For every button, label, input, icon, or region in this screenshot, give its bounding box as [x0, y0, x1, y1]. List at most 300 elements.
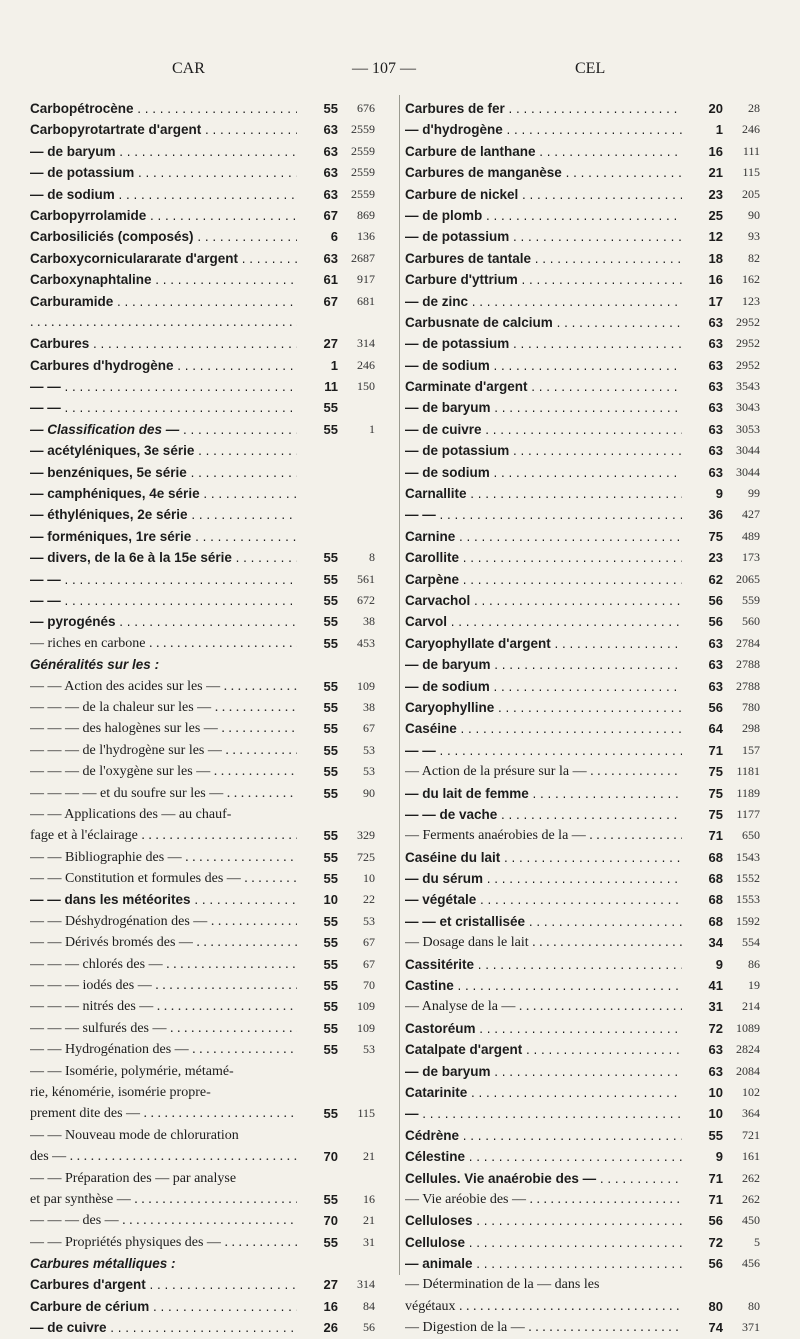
page-number: — 107 —: [352, 60, 416, 77]
index-entry: [30, 740, 375, 761]
index-entry: [30, 141, 375, 162]
entry-volume: 55: [323, 1020, 338, 1036]
entry-term: — — Déshydrogénation des — . . .: [30, 911, 297, 932]
entry-page: 1553: [736, 892, 760, 907]
entry-page: 99: [748, 486, 760, 501]
entry-page: 84: [363, 1298, 375, 1313]
index-entry: [30, 1061, 375, 1082]
entry-volume: 55: [323, 635, 338, 651]
entry-term: — d'hydrogène . . .: [405, 119, 682, 140]
index-entry: [405, 397, 760, 418]
entry-term: Généralités sur les :: [30, 657, 160, 673]
entry-page: 2687: [351, 250, 375, 265]
entry-term: Carbures de tantale . . .: [405, 248, 682, 269]
entry-page: 1: [369, 421, 375, 436]
entry-page: 2952: [736, 314, 760, 329]
entry-page: 67: [363, 956, 375, 971]
entry-volume: 9: [715, 956, 723, 972]
entry-term: Caryophyllate d'argent . . .: [405, 633, 682, 654]
entry-volume: 55: [323, 978, 338, 994]
entry-term: Catalpate d'argent . . .: [405, 1039, 682, 1060]
index-entry: [30, 932, 375, 953]
entry-term: Carbures d'hydrogène . . .: [30, 355, 297, 376]
entry-term: Castine . . .: [405, 975, 682, 996]
entry-term: — de baryum . . .: [405, 1061, 682, 1082]
entry-volume: 20: [708, 101, 723, 116]
entry-term: — de potassium . . .: [30, 162, 297, 183]
entry-volume: 72: [708, 1234, 723, 1250]
index-entry: [30, 868, 375, 889]
entry-volume: 63: [708, 443, 723, 459]
entry-page: 917: [357, 272, 375, 287]
index-entry: [30, 676, 375, 697]
entry-term: — Ferments anaérobies de la — . . .: [405, 825, 682, 846]
entry-term: — — Nouveau mode de chloruration: [30, 1127, 239, 1143]
entry-term: Celluloses . . .: [405, 1210, 682, 1231]
entry-term: Cassitérite . . .: [405, 954, 682, 975]
entry-volume: 68: [708, 913, 723, 929]
entry-term: Carpène . . .: [405, 569, 682, 590]
index-entry: [405, 868, 760, 889]
entry-volume: 9: [715, 1149, 723, 1165]
entry-term: Carbopyrrolamide . . .: [30, 205, 297, 226]
entry-term: Cédrène . . .: [405, 1125, 682, 1146]
index-entry: [405, 1296, 760, 1317]
index-entry: [405, 119, 760, 140]
index-entry: [405, 697, 760, 718]
entry-term: — camphéniques, 4e série . . .: [30, 483, 297, 504]
index-entry: [405, 1168, 760, 1189]
index-entry: [30, 462, 375, 483]
entry-volume: 67: [323, 207, 338, 223]
entry-volume: 55: [323, 1191, 338, 1207]
index-column-right: [405, 98, 760, 1339]
entry-term: Carminate d'argent . . .: [405, 376, 682, 397]
entry-term: — de sodium . . .: [405, 355, 682, 376]
entry-term: — Détermination de la — dans les: [405, 1277, 600, 1293]
entry-page: 10: [363, 871, 375, 886]
entry-page: 21: [363, 1213, 375, 1228]
entry-volume: 27: [323, 1277, 338, 1293]
entry-term: Carbures . . .: [30, 333, 297, 354]
entry-page: 489: [742, 528, 760, 543]
entry-volume: 63: [708, 657, 723, 673]
entry-term: Carbures de fer . . .: [405, 98, 682, 119]
index-entry: [30, 483, 375, 504]
entry-page: 56: [363, 1320, 375, 1335]
entry-term: — Vie aréobie des — . . .: [405, 1189, 682, 1210]
index-entry: [405, 1061, 760, 1082]
entry-term: Carnine . . .: [405, 526, 682, 547]
index-entry: [405, 205, 760, 226]
entry-term: — Classification des — . . .: [30, 419, 297, 440]
entry-page: 869: [357, 207, 375, 222]
entry-page: 16: [363, 1191, 375, 1206]
entry-page: 205: [742, 186, 760, 201]
entry-page: 5: [754, 1234, 760, 1249]
index-entry: [405, 718, 760, 739]
index-entry: [405, 654, 760, 675]
entry-term: Caryophylline . . .: [405, 697, 682, 718]
index-entry: [405, 419, 760, 440]
entry-term: Carbures de manganèse . . .: [405, 162, 682, 183]
entry-page: 3053: [736, 421, 760, 436]
entry-term: — — — des halogènes sur les — . . .: [30, 718, 297, 739]
entry-term: — — . . .: [405, 740, 682, 761]
entry-page: 650: [742, 828, 760, 843]
entry-term: — de potassium . . .: [405, 333, 682, 354]
index-entry: [30, 1082, 375, 1103]
entry-volume: 63: [708, 421, 723, 437]
entry-volume: 75: [708, 806, 723, 822]
entry-term: — de zinc . . .: [405, 291, 682, 312]
entry-page: 364: [742, 1106, 760, 1121]
entry-volume: 68: [708, 871, 723, 887]
index-entry: [30, 1103, 375, 1124]
entry-volume: 80: [708, 1298, 723, 1314]
entry-page: 725: [357, 849, 375, 864]
entry-volume: 10: [323, 892, 338, 908]
index-entry: [30, 269, 375, 290]
entry-term: — Analyse de la — . . .: [405, 996, 682, 1017]
entry-term: végétaux . . .: [405, 1296, 682, 1317]
index-entry: [405, 141, 760, 162]
index-entry: [405, 526, 760, 547]
entry-volume: 56: [708, 699, 723, 715]
index-entry: [30, 1125, 375, 1146]
entry-volume: 55: [323, 101, 338, 116]
entry-term: et par synthèse — . . .: [30, 1189, 297, 1210]
entry-volume: 71: [708, 1191, 723, 1207]
column-divider: [399, 95, 400, 1275]
entry-term: [30, 312, 297, 333]
index-entry: [405, 1018, 760, 1039]
entry-page: 371: [742, 1320, 760, 1335]
entry-volume: 72: [708, 1020, 723, 1036]
index-entry: [405, 1082, 760, 1103]
entry-term: — — — chlorés des — . . .: [30, 954, 297, 975]
entry-volume: 10: [708, 1106, 723, 1122]
entry-term: — — Hydrogénation des — . . .: [30, 1039, 297, 1060]
entry-volume: 55: [323, 571, 338, 587]
entry-page: 2788: [736, 678, 760, 693]
entry-term: — de potassium . . .: [405, 226, 682, 247]
entry-volume: 55: [323, 400, 338, 416]
entry-term: Carbures métalliques :: [30, 1256, 176, 1272]
entry-term: — Dosage dans le lait . . .: [405, 932, 682, 953]
entry-page: 173: [742, 550, 760, 565]
index-entry: [405, 440, 760, 461]
entry-page: 2559: [351, 165, 375, 180]
index-entry: [405, 911, 760, 932]
entry-volume: 56: [708, 614, 723, 630]
entry-page: 3044: [736, 443, 760, 458]
index-entry: [30, 98, 375, 119]
entry-page: 123: [742, 293, 760, 308]
index-entry: [30, 526, 375, 547]
entry-page: 2952: [736, 336, 760, 351]
entry-term: — acétyléniques, 3e série . . .: [30, 440, 297, 461]
entry-page: 2084: [736, 1063, 760, 1078]
entry-volume: 55: [323, 1234, 338, 1250]
entry-term: Carbure d'yttrium . . .: [405, 269, 682, 290]
entry-term: Caséine du lait . . .: [405, 847, 682, 868]
index-entry: [30, 226, 375, 247]
entry-term: Castoréum . . .: [405, 1018, 682, 1039]
entry-volume: 70: [323, 1213, 338, 1229]
entry-page: 109: [357, 999, 375, 1014]
entry-page: 450: [742, 1213, 760, 1228]
entry-volume: 6: [330, 229, 338, 245]
entry-page: 161: [742, 1149, 760, 1164]
entry-volume: 63: [708, 1063, 723, 1079]
entry-volume: 12: [708, 229, 723, 245]
entry-volume: 63: [323, 143, 338, 159]
entry-volume: 75: [708, 785, 723, 801]
index-entry: [30, 804, 375, 825]
entry-volume: 70: [323, 1149, 338, 1165]
index-entry: [30, 847, 375, 868]
entry-page: 67: [363, 935, 375, 950]
index-entry: [405, 676, 760, 697]
index-entry: [405, 954, 760, 975]
index-entry: [405, 611, 760, 632]
index-entry: [405, 547, 760, 568]
entry-page: 1552: [736, 871, 760, 886]
entry-volume: 63: [323, 122, 338, 138]
index-entry: [30, 954, 375, 975]
entry-term: — — Constitution et formules des — . . .: [30, 868, 297, 889]
entry-page: 21: [363, 1149, 375, 1164]
index-entry: [30, 911, 375, 932]
entry-volume: 55: [323, 913, 338, 929]
index-entry: [405, 1253, 760, 1274]
index-entry: [405, 633, 760, 654]
entry-page: 246: [357, 357, 375, 372]
entry-term: — forméniques, 1re série . . .: [30, 526, 297, 547]
entry-term: — pyrogénés . . .: [30, 611, 297, 632]
entry-volume: 55: [323, 956, 338, 972]
entry-term: — de baryum . . .: [405, 654, 682, 675]
index-entry: [30, 355, 375, 376]
entry-page: 38: [363, 614, 375, 629]
entry-page: 1089: [736, 1020, 760, 1035]
entry-volume: 18: [708, 250, 723, 266]
index-entry: [30, 975, 375, 996]
entry-term: Carburamide . . .: [30, 291, 297, 312]
index-entry: [405, 1103, 760, 1124]
entry-term: — végétale . . .: [405, 889, 682, 910]
entry-term: — Action de la présure sur la — . . .: [405, 761, 682, 782]
entry-term: — — — sulfurés des — . . .: [30, 1018, 297, 1039]
entry-volume: 55: [323, 592, 338, 608]
entry-volume: 56: [708, 1256, 723, 1272]
entry-page: 90: [363, 785, 375, 800]
index-entry: [30, 1168, 375, 1189]
index-entry: [30, 119, 375, 140]
index-entry: [30, 1210, 375, 1231]
entry-term: — de sodium . . .: [30, 184, 297, 205]
index-entry: [30, 397, 375, 418]
index-entry: [30, 1253, 375, 1274]
entry-volume: 36: [708, 507, 723, 523]
index-entry: [405, 226, 760, 247]
entry-page: 38: [363, 699, 375, 714]
entry-page: 246: [742, 122, 760, 137]
entry-page: 82: [748, 250, 760, 265]
index-entry: [30, 205, 375, 226]
entry-volume: 41: [708, 978, 723, 994]
index-entry: [405, 825, 760, 846]
index-entry: [405, 483, 760, 504]
entry-page: 111: [742, 143, 760, 158]
entry-term: — de sodium . . .: [405, 462, 682, 483]
entry-term: Célestine . . .: [405, 1146, 682, 1167]
entry-term: — Digestion de la — . . .: [405, 1317, 682, 1338]
entry-page: 314: [357, 1277, 375, 1292]
index-entry: [405, 569, 760, 590]
entry-page: 157: [742, 742, 760, 757]
entry-term: Carbopyrotartrate d'argent . . .: [30, 119, 297, 140]
index-entry: [30, 312, 375, 333]
index-entry: [30, 162, 375, 183]
entry-term: Carboxycorniculararate d'argent . . .: [30, 248, 297, 269]
index-entry: [405, 462, 760, 483]
index-entry: [405, 1317, 760, 1338]
entry-volume: 55: [323, 935, 338, 951]
entry-term: — — et cristallisée . . .: [405, 911, 682, 932]
entry-volume: 1: [330, 357, 338, 373]
entry-volume: 55: [323, 849, 338, 865]
entry-page: 80: [748, 1298, 760, 1313]
entry-page: 115: [742, 165, 760, 180]
entry-volume: 63: [708, 464, 723, 480]
index-entry: [30, 440, 375, 461]
entry-page: 2559: [351, 122, 375, 137]
entry-volume: 75: [708, 764, 723, 780]
entry-term: — — . . .: [30, 590, 297, 611]
entry-term: — — — de la chaleur sur les — . . .: [30, 697, 297, 718]
entry-volume: 55: [323, 785, 338, 801]
entry-term: Carbure de nickel . . .: [405, 184, 682, 205]
entry-term: — de potassium . . .: [405, 440, 682, 461]
entry-term: Carnallite . . .: [405, 483, 682, 504]
entry-term: — éthyléniques, 2e série . . .: [30, 504, 297, 525]
entry-page: 3543: [736, 379, 760, 394]
entry-page: 109: [357, 1020, 375, 1035]
entry-page: 1543: [736, 849, 760, 864]
index-entry: [30, 1296, 375, 1317]
index-entry: [30, 547, 375, 568]
index-entry: [30, 697, 375, 718]
entry-page: 329: [357, 828, 375, 843]
entry-page: 559: [742, 592, 760, 607]
entry-term: — — . . .: [30, 376, 297, 397]
entry-volume: 10: [708, 1084, 723, 1100]
entry-volume: 75: [708, 528, 723, 544]
entry-volume: 63: [708, 336, 723, 352]
entry-volume: 55: [323, 550, 338, 566]
entry-volume: 23: [708, 550, 723, 566]
entry-page: 2065: [736, 571, 760, 586]
entry-page: 453: [357, 635, 375, 650]
entry-term: Catarinite . . .: [405, 1082, 682, 1103]
index-entry: [405, 761, 760, 782]
entry-page: 2952: [736, 357, 760, 372]
entry-term: — — Bibliographie des — . . .: [30, 847, 297, 868]
entry-term: Cellules. Vie anaérobie des — . . .: [405, 1168, 682, 1189]
index-entry: [30, 333, 375, 354]
header-left-guide: CAR: [172, 60, 205, 77]
index-entry: [30, 889, 375, 910]
entry-term: — — Action des acides sur les — . . .: [30, 676, 297, 697]
entry-volume: 55: [323, 699, 338, 715]
entry-volume: 63: [708, 678, 723, 694]
entry-page: 1181: [736, 764, 760, 779]
running-header: [0, 60, 800, 88]
entry-volume: 63: [708, 357, 723, 373]
entry-term: — de baryum . . .: [405, 397, 682, 418]
entry-volume: 55: [323, 999, 338, 1015]
entry-volume: 55: [323, 614, 338, 630]
entry-page: 136: [357, 229, 375, 244]
entry-term: Carbopétrocène . . .: [30, 98, 297, 119]
header-right-guide: CEL: [575, 60, 606, 77]
entry-term: — riches en carbone . . .: [30, 633, 297, 654]
entry-page: 90: [748, 207, 760, 222]
entry-term: — — — de l'hydrogène sur les — . . .: [30, 740, 297, 761]
index-entry: [405, 1125, 760, 1146]
entry-volume: 63: [708, 1042, 723, 1058]
entry-term: des — . . .: [30, 1146, 297, 1167]
index-entry: [30, 376, 375, 397]
index-entry: [30, 291, 375, 312]
entry-page: 162: [742, 272, 760, 287]
entry-page: 456: [742, 1256, 760, 1271]
entry-term: — — dans les météorites . . .: [30, 889, 297, 910]
entry-volume: 68: [708, 892, 723, 908]
entry-page: 214: [742, 999, 760, 1014]
index-entry: [405, 889, 760, 910]
index-entry: [405, 269, 760, 290]
entry-volume: 9: [715, 486, 723, 502]
index-entry: [30, 654, 375, 675]
index-entry: [30, 1232, 375, 1253]
entry-page: 2559: [351, 143, 375, 158]
entry-volume: 26: [323, 1320, 338, 1336]
entry-term: — — — iodés des — . . .: [30, 975, 297, 996]
entry-term: Carbusnate de calcium . . .: [405, 312, 682, 333]
entry-volume: 16: [323, 1298, 338, 1314]
entry-volume: 63: [323, 186, 338, 202]
entry-volume: 27: [323, 336, 338, 352]
index-entry: [30, 996, 375, 1017]
entry-term: — — Applications des — au chauf-: [30, 806, 232, 822]
entry-volume: 55: [323, 421, 338, 437]
entry-term: — de cuivre . . .: [405, 419, 682, 440]
entry-page: 561: [357, 571, 375, 586]
index-entry: [30, 611, 375, 632]
index-entry: [405, 1189, 760, 1210]
entry-volume: 31: [708, 999, 723, 1015]
index-entry: [405, 184, 760, 205]
entry-page: 1177: [736, 806, 760, 821]
index-entry: [405, 98, 760, 119]
entry-term: fage et à l'éclairage . . .: [30, 825, 297, 846]
entry-page: 298: [742, 721, 760, 736]
entry-volume: 55: [323, 742, 338, 758]
entry-volume: 63: [708, 635, 723, 651]
